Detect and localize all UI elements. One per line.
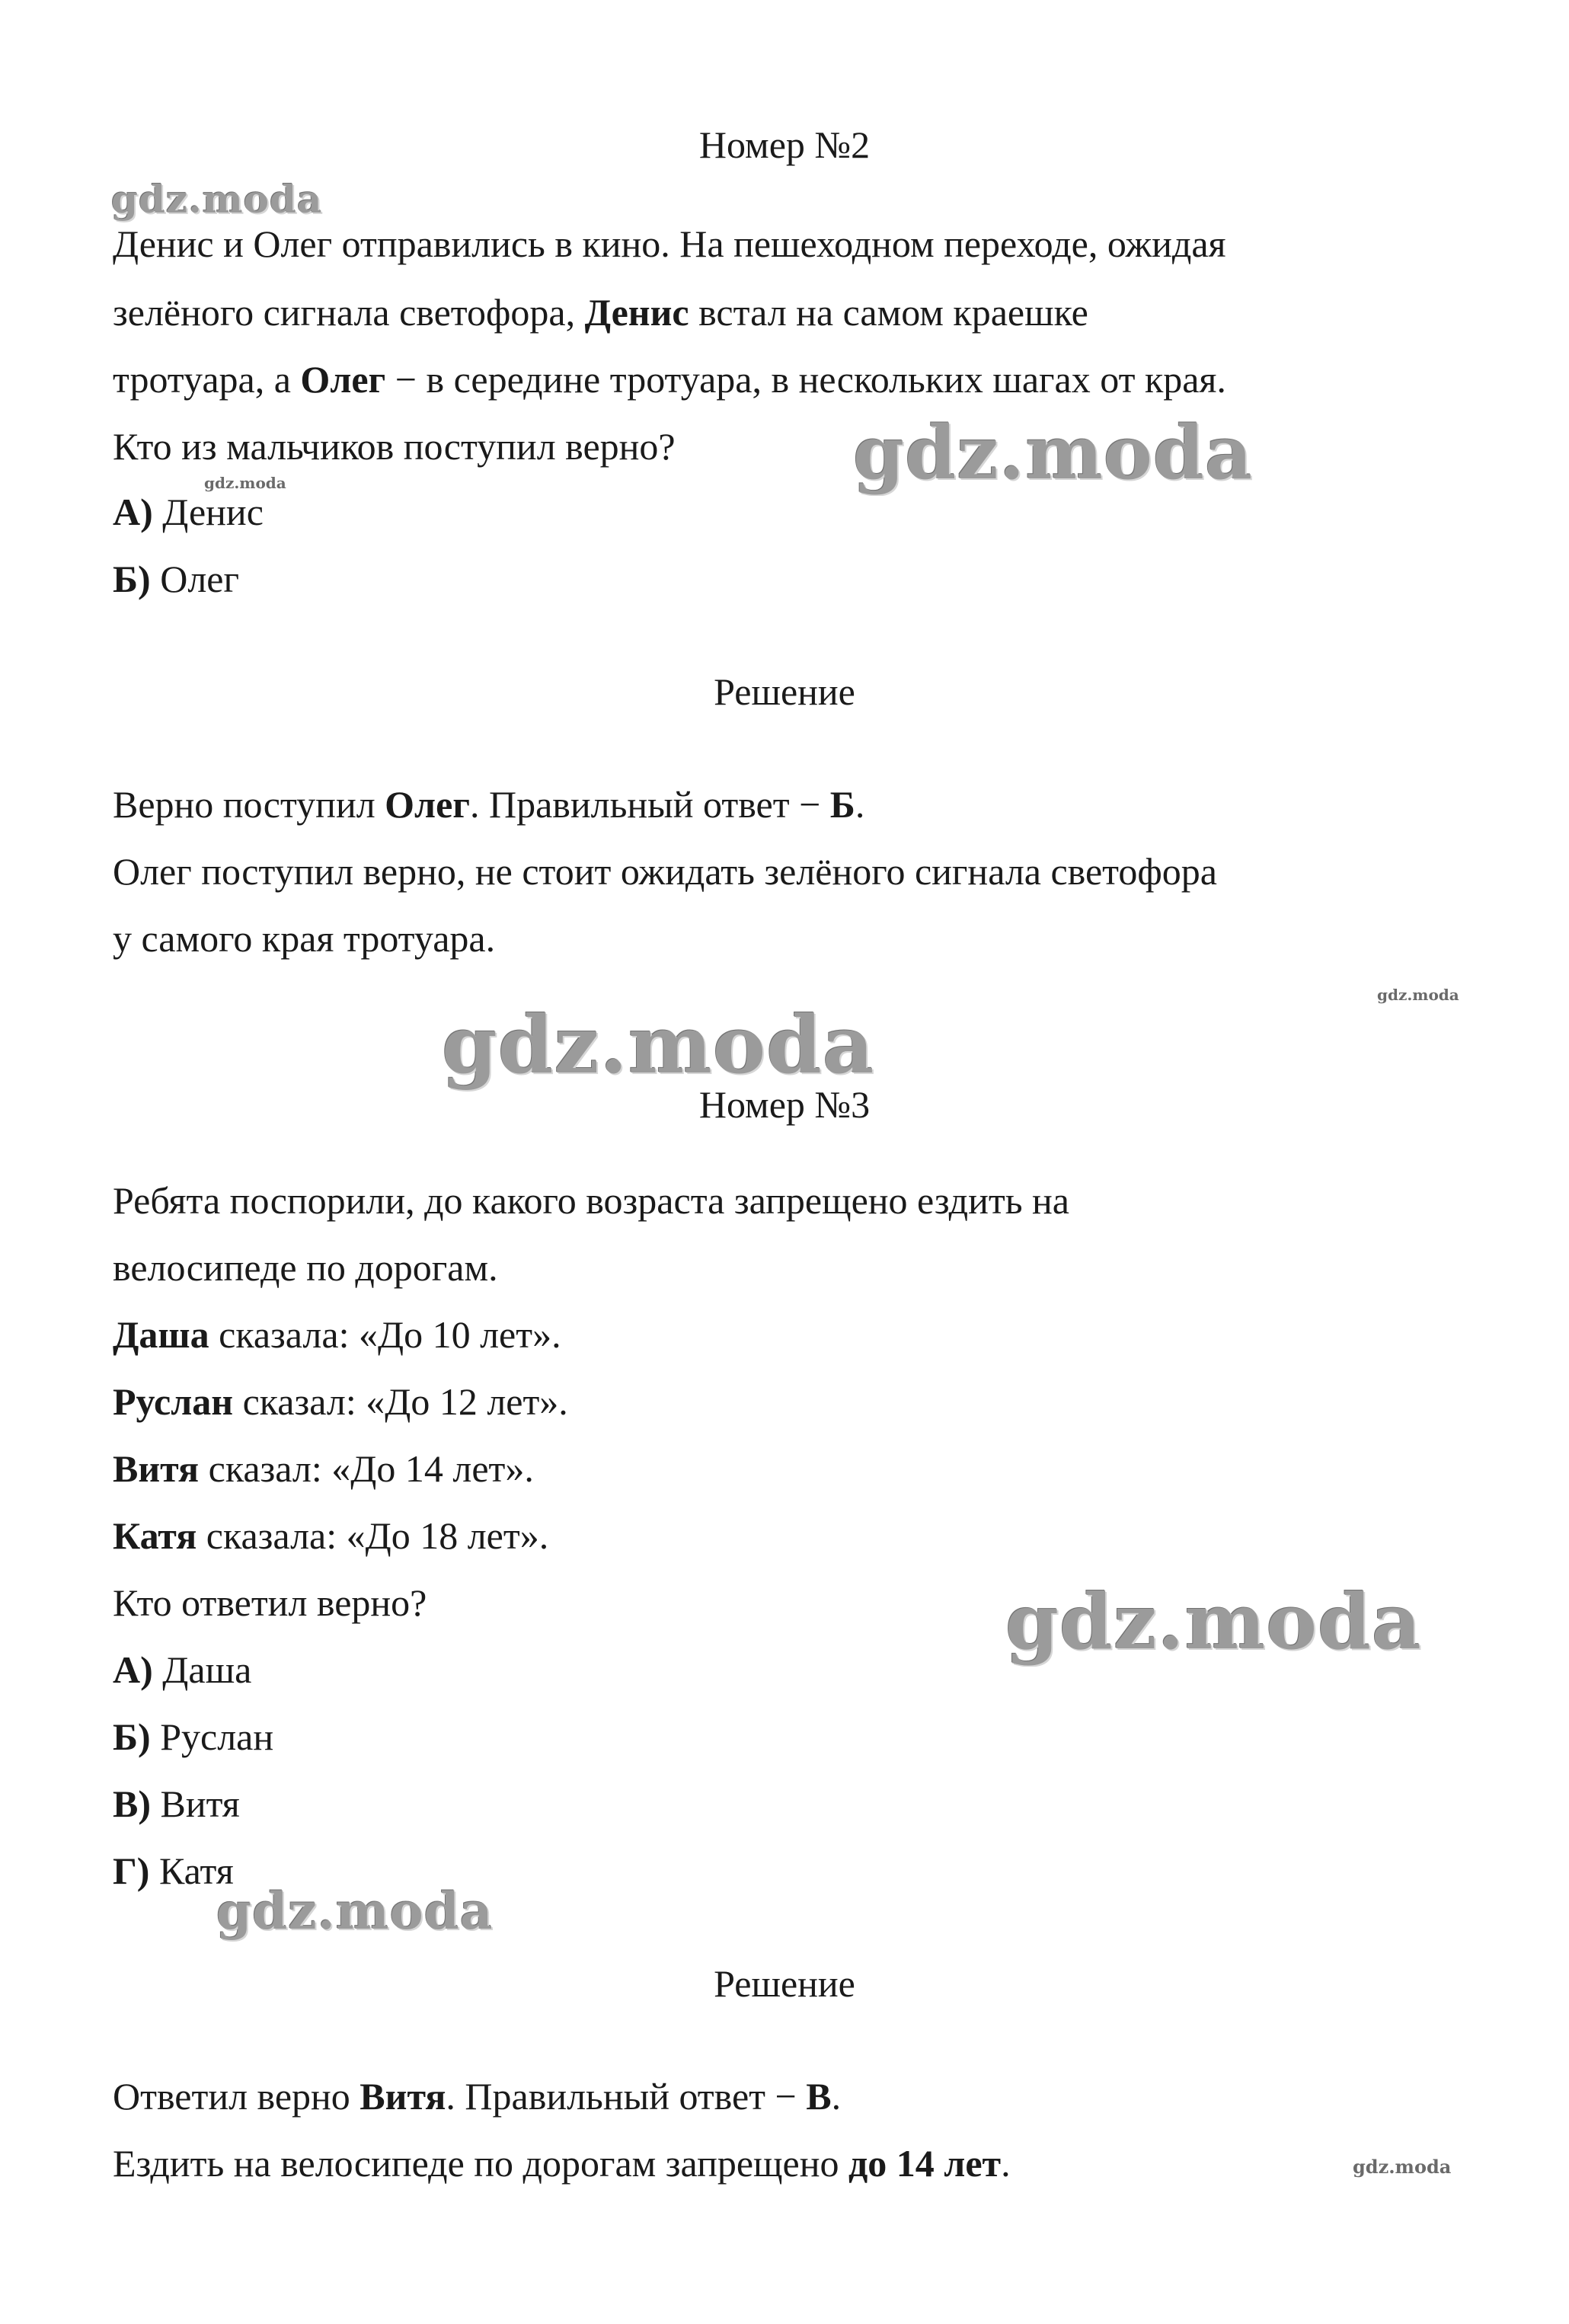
problem-3-option-a: А) Даша	[113, 1648, 252, 1691]
problem-2-text-line-2: зелёного сигнала светофора, Денис встал на самом краешке	[113, 291, 1088, 334]
watermark-logo: gdz.moda	[853, 410, 1254, 496]
watermark-logo: gdz.moda	[111, 177, 323, 222]
problem-2-text-line-1: Денис и Олег отправились в кино. На пешеходном переходе, ожидая	[113, 222, 1226, 265]
problem-2-solution-heading: Решение	[714, 670, 855, 713]
problem-2-option-a: А) Денис	[113, 491, 264, 533]
problem-2-heading: Номер №2	[698, 123, 871, 166]
problem-3-answer-vitya: Витя сказал: «До 14 лет».	[113, 1447, 534, 1490]
problem-3-question: Кто ответил верно?	[113, 1581, 427, 1624]
watermark-logo: gdz.moda	[442, 998, 875, 1092]
watermark-logo: gdz.moda	[1005, 1577, 1422, 1667]
problem-3-answer-katya: Катя сказала: «До 18 лет».	[113, 1514, 549, 1557]
problem-2-option-b: Б) Олег	[113, 558, 239, 600]
problem-2-solution-line-3: у самого края тротуара.	[113, 917, 496, 960]
problem-3-answer-dasha: Даша сказала: «До 10 лет».	[113, 1313, 561, 1356]
watermark-small: gdz.moda	[1377, 986, 1459, 1004]
problem-3-option-c: В) Витя	[113, 1782, 240, 1825]
watermark-small: gdz.moda	[1353, 2156, 1452, 2178]
watermark-small: gdz.moda	[204, 474, 286, 492]
problem-3-solution-line-2: Ездить на велосипеде по дорогам запрещено до 14 лет.	[113, 2142, 1011, 2185]
problem-2-solution-line-2: Олег поступил верно, не стоит ожидать зелёного сигнала светофора	[113, 850, 1217, 893]
problem-3-heading: Номер №3	[698, 1083, 871, 1126]
watermark-logo: gdz.moda	[216, 1881, 494, 1941]
problem-3-answer-ruslan: Руслан сказал: «До 12 лет».	[113, 1380, 568, 1423]
problem-2-solution-line-1: Верно поступил Олег. Правильный ответ − Б.	[113, 783, 865, 826]
problem-2-question: Кто из мальчиков поступил верно?	[113, 425, 676, 468]
problem-3-option-d: Г) Катя	[113, 1849, 234, 1892]
problem-3-text-line-2: велосипеде по дорогам.	[113, 1246, 498, 1289]
problem-3-solution-heading: Решение	[714, 1962, 855, 2005]
problem-3-text-line-1: Ребята поспорили, до какого возраста запрещено ездить на	[113, 1179, 1069, 1222]
problem-2-text-line-3: тротуара, а Олег − в середине тротуара, в нескольких шагах от края.	[113, 358, 1226, 401]
problem-3-solution-line-1: Ответил верно Витя. Правильный ответ − В.	[113, 2075, 842, 2118]
problem-3-option-b: Б) Руслан	[113, 1715, 274, 1758]
